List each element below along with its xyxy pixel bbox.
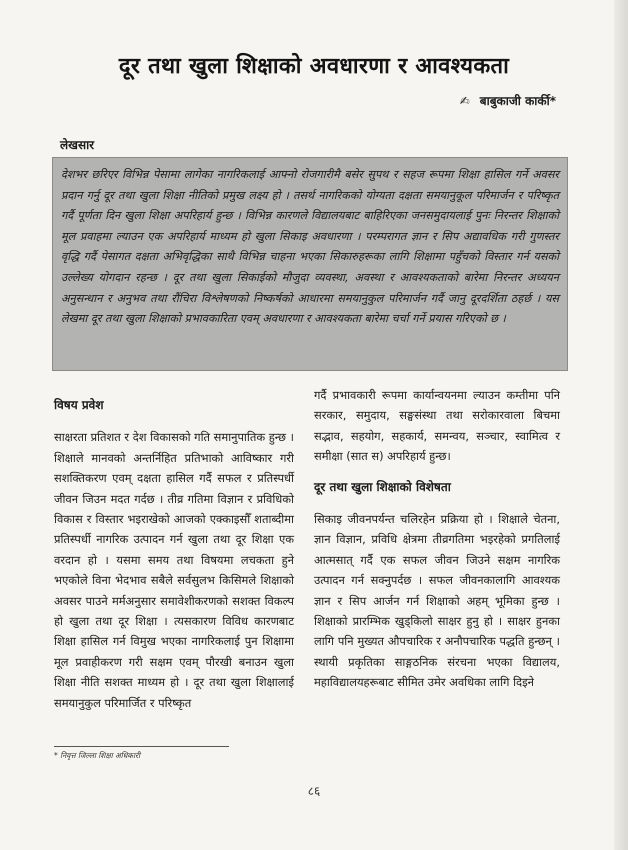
abstract-heading: लेखसार: [60, 138, 95, 152]
book-spine-shadow: [614, 0, 628, 850]
section-heading-introduction: विषय प्रवेश: [54, 398, 104, 412]
introduction-paragraph: साक्षरता प्रतिशत र देश विकासको गति समानुपातिक हुन्छ । शिक्षाले मानवको अन्तर्निहित प्रतिभाको आविष्कार गरी सशक्तिकरण एवम् दक्षता हासिल गर्दै सफल र प्रतिस्पर्धी जीवन जिउन मदत गर्दछ । तीव्र गतिमा विज्ञान र प्रविधिको विकास र विस्तार भइराखेको आजको एक्काइसौँ शताब्दीमा प्रतिस्पर्धी नागरिक उत्पादन गर्न खुला तथा दूर शिक्षा एक वरदान हो । यसमा समय तथा विषयमा लचकता हुने भएकोले विना भेदभाव सबैले सर्वसुलभ किसिमले शिक्षाको अवसर पाउने मर्मअनुसार समावेशीकरणको सशक्त विकल्प हो खुला तथा दूर शिक्षा । त्यसकारण विविध कारणबाट शिक्षा हासिल गर्न विमुख भएका नागरिकलाई पुन शिक्षामा मूल प्रवाहीकरण गरी सक्षम एवम् पौरखी बनाउन खुला शिक्षा नीति सशक्त माध्यम हो । दूर तथा खुला शिक्षालाई समयानुकुल परिमार्जित र परिष्कृत: [54, 430, 294, 710]
page-number: ८६: [307, 784, 321, 798]
abstract-text: देशभर छरिएर विभिन्न पेसामा लागेका नागरिकलाई आफ्नो रोजगारीमै बसेर सुपथ र सहज रूपमा शिक्षा हासिल गर्ने अवसर प्रदान गर्नु दूर तथा खुला शिक्षा नीतिको प्रमुख लक्ष्य हो । तसर्थ नागरिकको योग्यता दक्षता समयानुकूल परिमार्जन र परिष्कृत गर्दै पूर्णता दिन खुला शिक्षा अपरिहार्य हुन्छ । विभिन्न कारणले विद्यालयबाट बाहिरिएका जनसमुदायलाई पुनः निरन्तर शिक्षाको मूल प्रवाहमा ल्याउन एक अपरिहार्य माध्यम हो खुला सिकाइ अवधारणा । परम्परागत ज्ञान र सिप अद्यावधिक गरी गुणस्तर वृद्धि गर्दै पेसागत दक्षता अभिवृद्धिका साथै विभिन्न चाहना भएका सिकारुहरूका लागि शिक्षामा पहुँचको विस्तार गर्न यसको उल्लेख्य योगदान रहन्छ । दूर तथा खुला सिकाईको मौजुदा व्यवस्था, अवस्था र आवश्यकताको बारेमा निरन्तर अध्ययन अनुसन्धान र अनुभव तथा रौंचिरा विश्लेषणको निष्कर्षको आधारमा समयानुकुल परिमार्जन गर्दै जानु दूरदर्शिता ठहर्छ । यस लेखमा दूर तथा खुला शिक्षाको प्रभावकारिता एवम् अवधारणा र आवश्यकता बारेमा चर्चा गर्ने प्रयास गरिएको छ ।: [61, 168, 559, 326]
article-title: दूर तथा खुला शिक्षाको अवधारणा र आवश्यकता: [118, 54, 510, 79]
abstract-box: [52, 157, 568, 371]
footnote: * निवृत्त जिल्ला शिक्षा अधिकारी: [54, 746, 229, 761]
continued-paragraph: गर्दै प्रभावकारी रूपमा कार्यान्वयनमा ल्याउन कम्तीमा पनि सरकार, समुदाय, सङ्घसंस्था तथा सरोकारवाला बिचमा सद्भाव, सहयोग, सहकार्य, समन्वय, सञ्चार, स्वामित्व र समीक्षा (सात स) अपरिहार्य हुन्छ।: [314, 388, 560, 464]
author-name: बाबुकाजी कार्की*: [479, 94, 556, 108]
author-line: [460, 92, 556, 109]
right-column: [314, 385, 560, 693]
pen-icon: ✍: [459, 94, 470, 108]
section-heading-features: दूर तथा खुला शिक्षाको विशेषता: [314, 479, 451, 494]
features-paragraph: सिकाइ जीवनपर्यन्त चलिरहेन प्रक्रिया हो । शिक्षाले चेतना, ज्ञान विज्ञान, प्रविधि क्षेत्रमा तीव्रगतिमा भइरहेको प्रगतिलाई आत्मसात् गर्दै एक सफल जीवन जिउने सक्षम नागरिक उत्पादन गर्न सक्नुपर्दछ । सफल जीवनकालागि आवश्यक ज्ञान र सिप आर्जन गर्न शिक्षाको अहम् भूमिका हुन्छ । शिक्षाको प्रारम्भिक खुड्किलो साक्षर हुनु हो । साक्षर हुनका लागि पनि मुख्यत औपचारिक र अनौपचारिक पद्धति हुन्छन् । स्थायी प्रकृतिका साङ्गठनिक संरचना भएका विद्यालय, महाविद्यालयहरूबाट सीमित उमेर अवधिका लागि दिइने: [314, 512, 560, 690]
left-column: [54, 385, 294, 713]
